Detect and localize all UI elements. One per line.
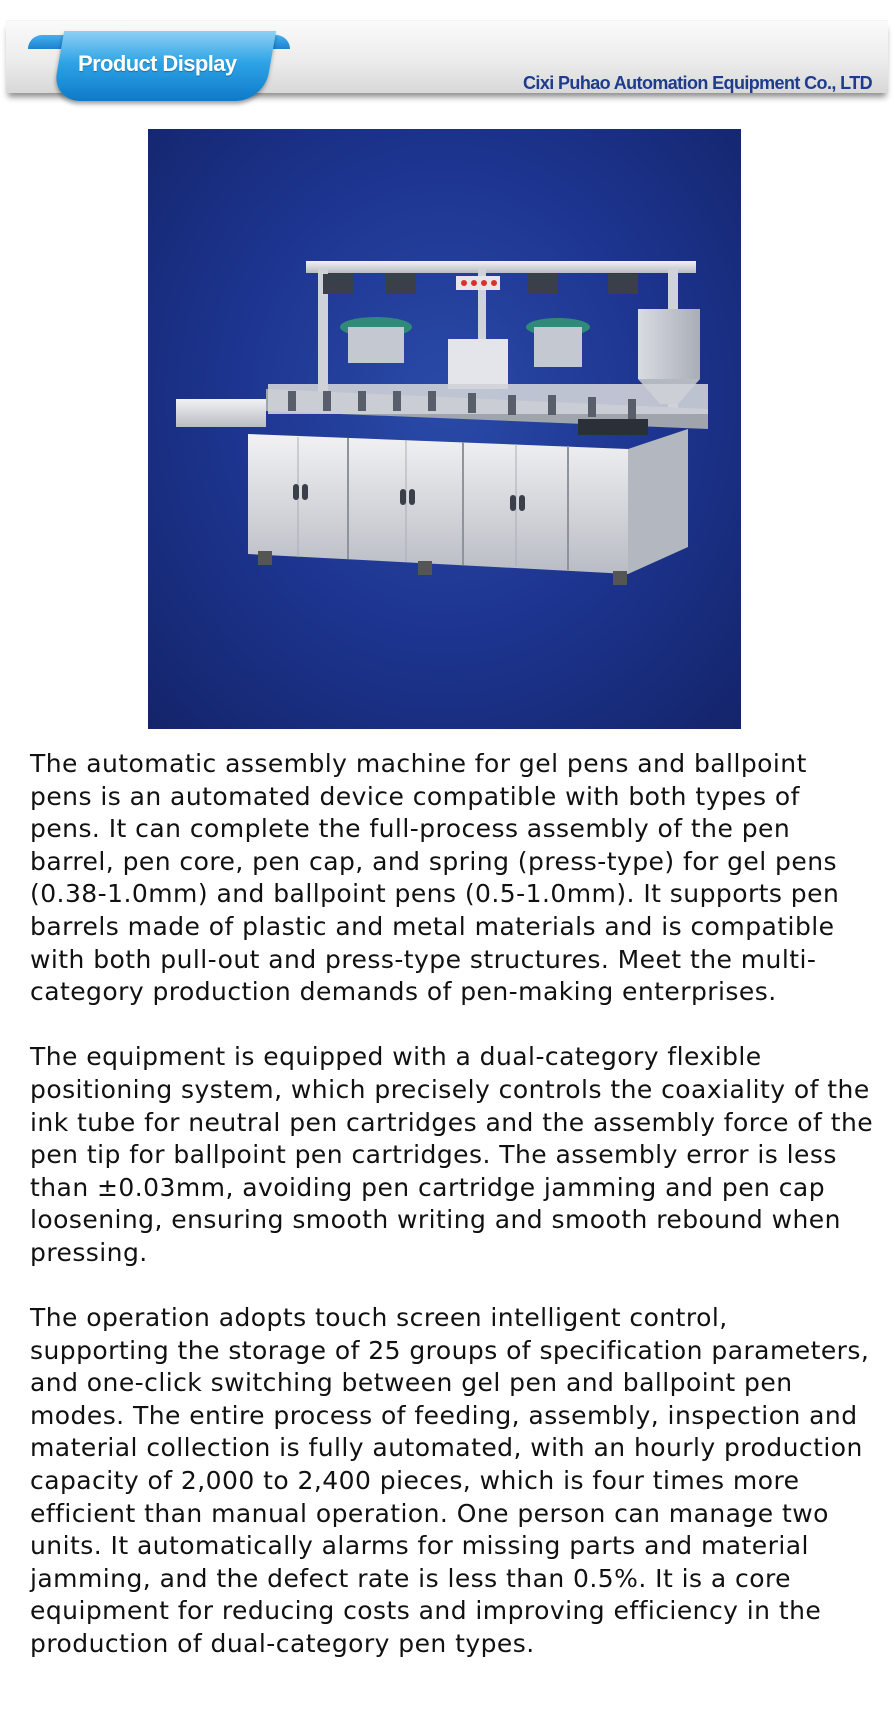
hopper bbox=[638, 309, 700, 379]
valve-block-3 bbox=[528, 274, 558, 294]
center-guard bbox=[448, 339, 508, 389]
valve-block-2 bbox=[386, 274, 416, 294]
product-description bbox=[30, 748, 875, 1693]
control-strip bbox=[578, 419, 648, 435]
tab-label: Product Display bbox=[78, 51, 237, 76]
infeed-conveyor bbox=[176, 399, 266, 427]
cabinet-side bbox=[628, 429, 688, 574]
product-photo bbox=[148, 129, 741, 729]
cabinet-base bbox=[248, 434, 628, 574]
valve-block-1 bbox=[323, 274, 353, 294]
description-paragraph-3: The operation adopts touch screen intelligent control, supporting the storage of 25 groups of specification parameters, and one-click switching between gel pen and ballpoint pen modes. The entire process of feeding, assembly, inspection and material collection is fully automated, with an hourly production capacity of 2,000 to 2,400 pieces, which is four times more efficient than manual operation. One person can manage two units. It automatically alarms for missing parts and material jamming, and the defect rate is less than 0.5%. It is a core equipment for reducing costs and improving efficiency in the production of dual-category pen types. bbox=[30, 1303, 870, 1659]
company-name: Cixi Puhao Automation Equipment Co., LTD bbox=[523, 73, 872, 93]
header-banner bbox=[6, 20, 888, 93]
description-paragraph-1: The automatic assembly machine for gel pens and ballpoint pens is an automated device compatible with both types of pens. It can complete the full-process assembly of the pen barrel, pen core, pen cap, and spring (press-type) for gel pens (0.38-1.0mm) and ballpoint pens (0.5-1.0mm). It supports pen barrels made of plastic and metal materials and is compatible with both pull-out and press-type structures. Meet the multi-category production demands of pen-making enterprises. bbox=[30, 749, 840, 1007]
description-paragraph-2: The equipment is equipped with a dual-category flexible positioning system, which precisely controls the coaxiality of the ink tube for neutral pen cartridges and the assembly force of the pen tip for ballpoint pen cartridges. The assembly error is less than ±0.03mm, avoiding pen cartridge jamming and pen cap loosening, ensuring smooth writing and smooth rebound when pressing. bbox=[30, 1042, 874, 1267]
valve-block-4 bbox=[608, 274, 638, 294]
gantry-beam bbox=[306, 261, 696, 273]
assembly-machine-illustration bbox=[148, 129, 741, 729]
